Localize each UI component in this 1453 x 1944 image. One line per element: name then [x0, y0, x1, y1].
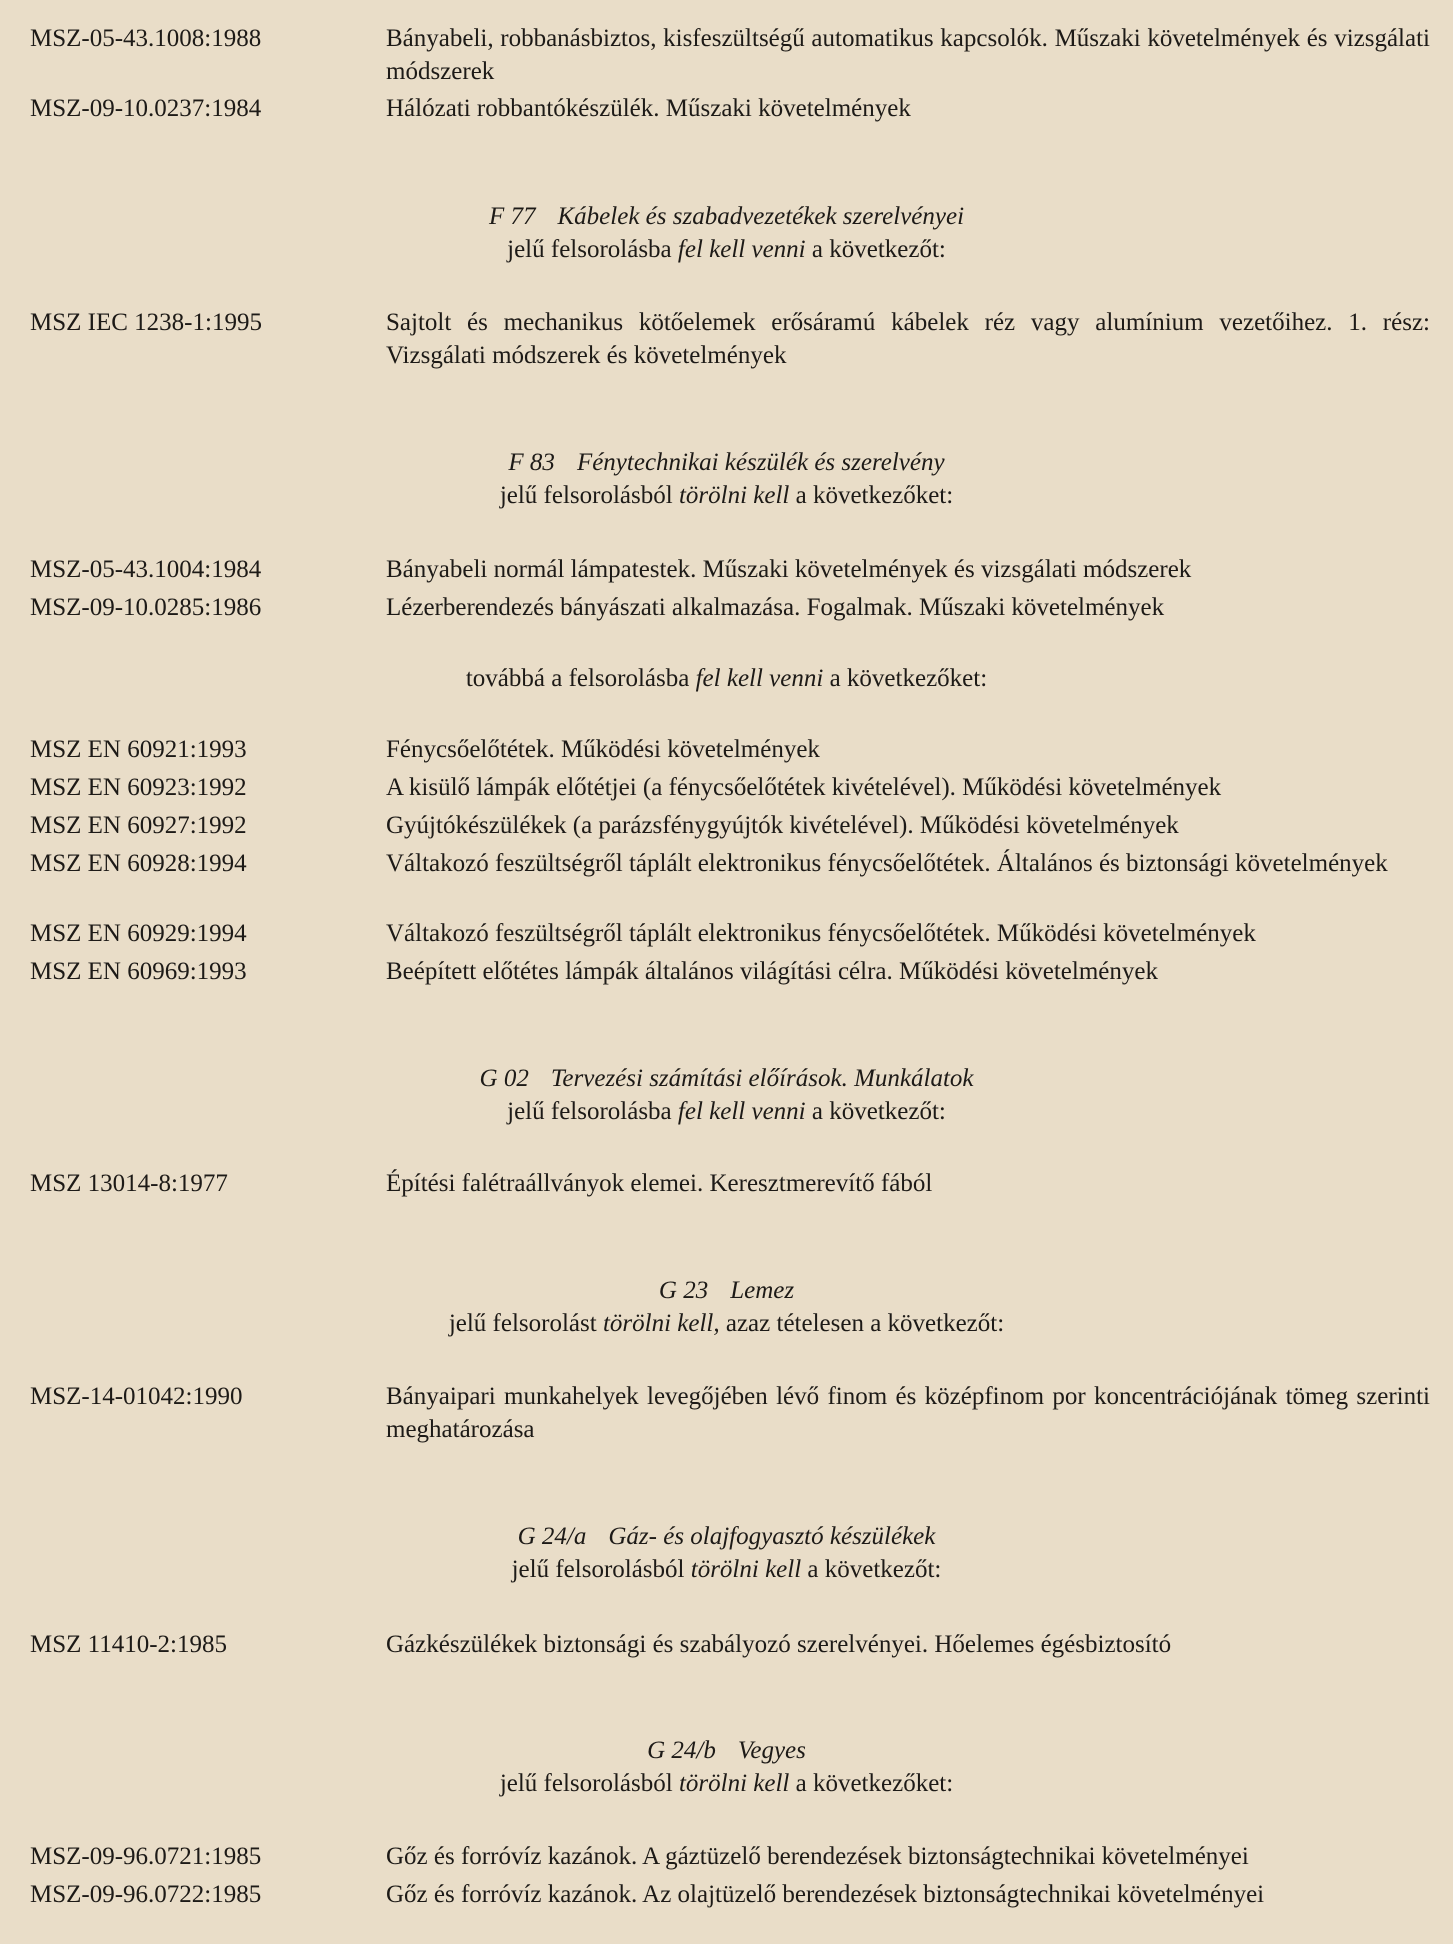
section-title: Lemez	[730, 1277, 795, 1304]
standard-code: MSZ EN 60923:1992	[30, 774, 247, 801]
section-note	[0, 662, 1453, 695]
section-code: G 02	[479, 1065, 529, 1092]
instruction-emphasis: fel kell venni	[677, 236, 806, 263]
standard-code: MSZ-09-10.0285:1986	[30, 594, 262, 621]
section-heading	[0, 1062, 1453, 1128]
instruction-emphasis: törölni kell	[678, 1770, 790, 1797]
section-instruction	[0, 233, 1453, 266]
instruction-text: továbbá a felsorolásba	[465, 665, 696, 692]
standard-title: Hálózati robbantókészülék. Műszaki követelmények	[386, 95, 911, 122]
standard-title: Váltakozó feszültségről táplált elektronikus fénycsőelőtétek. Működési követelmények	[386, 920, 1256, 947]
instruction-emphasis: törölni kell,	[602, 1310, 720, 1337]
standard-title: Építési falétraállványok elemei. Keresztmerevítő fából	[386, 1170, 933, 1197]
standard-title: Lézerberendezés bányászati alkalmazása. Fogalmak. Műszaki követelmények	[386, 594, 1165, 621]
section-title-line	[0, 1274, 1453, 1307]
standard-code: MSZ EN 60969:1993	[30, 958, 247, 985]
instruction-text: jelű felsorolást	[448, 1310, 603, 1337]
standard-code: MSZ 13014-8:1977	[30, 1170, 228, 1197]
section-title-line	[0, 1734, 1453, 1767]
section-code: G 23	[658, 1277, 709, 1304]
standard-title: Bányaipari munkahelyek levegőjében lévő finom és középfinom por koncentrációjának tömeg szerinti meghatározása	[386, 1383, 1430, 1443]
standard-code: MSZ-14-01042:1990	[30, 1383, 243, 1410]
standard-title: Sajtolt és mechanikus kötőelemek erősáramú kábelek réz vagy alumínium vezetőihez. 1. rész: Vizsgálati módszerek és követelmények	[386, 309, 1430, 369]
section-instruction	[0, 1553, 1453, 1586]
standard-code: MSZ EN 60921:1993	[30, 736, 247, 763]
section-code: F 83	[508, 449, 555, 476]
section-title: Gáz- és olajfogyasztó készülékek	[608, 1523, 936, 1550]
section-instruction	[0, 1767, 1453, 1800]
instruction-text: a következőket:	[789, 482, 954, 509]
instruction-emphasis: törölni kell	[690, 1556, 802, 1583]
section-title-line	[0, 200, 1453, 233]
instruction-text: a következőt:	[801, 1556, 942, 1583]
section-title: Fénytechnikai készülék és szerelvény	[576, 449, 945, 476]
section-heading	[0, 1274, 1453, 1340]
section-heading	[0, 1734, 1453, 1800]
section-title-line	[0, 446, 1453, 479]
instruction-text: jelű felsorolásból	[499, 482, 679, 509]
instruction-emphasis: fel kell venni	[695, 665, 824, 692]
section-code: G 24/a	[517, 1523, 587, 1550]
section-title-line	[0, 1520, 1453, 1553]
standard-title: A kisülő lámpák előtétjei (a fénycsőelőtétek kivételével). Működési követelmények	[386, 774, 1222, 801]
standard-code: MSZ-05-43.1008:1988	[30, 25, 262, 52]
instruction-text: a következőket:	[789, 1770, 954, 1797]
instruction-text: azaz tételesen a következőt:	[719, 1310, 1005, 1337]
section-instruction	[0, 1095, 1453, 1128]
standard-title: Gázkészülékek biztonsági és szabályozó szerelvényei. Hőelemes égésbiztosító	[386, 1631, 1172, 1658]
instruction-text: jelű felsorolásba	[507, 1098, 678, 1125]
instruction-emphasis: fel kell venni	[677, 1098, 806, 1125]
standard-code: MSZ-09-96.0722:1985	[30, 1881, 262, 1908]
section-heading	[0, 1520, 1453, 1586]
standard-title: Váltakozó feszültségről táplált elektronikus fénycsőelőtétek. Általános és biztonsági követelmények	[386, 850, 1388, 877]
standard-title: Bányabeli normál lámpatestek. Műszaki követelmények és vizsgálati módszerek	[386, 556, 1192, 583]
instruction-text: a következőt:	[805, 1098, 946, 1125]
section-title: Kábelek és szabadvezetékek szerelvényei	[557, 203, 965, 230]
section-instruction	[0, 1307, 1453, 1340]
standard-title: Gőz és forróvíz kazánok. Az olajtüzelő berendezések biztonságtechnikai követelményei	[386, 1881, 1265, 1908]
section-title: Vegyes	[737, 1737, 806, 1764]
instruction-text: a következőket:	[823, 665, 988, 692]
instruction-text: jelű felsorolásból	[511, 1556, 691, 1583]
standard-title: Gyújtókészülékek (a parázsfénygyújtók kivételével). Működési követelmények	[386, 812, 1179, 839]
instruction-text: a következőt:	[805, 236, 946, 263]
standard-code: MSZ 11410-2:1985	[30, 1631, 227, 1658]
section-instruction	[0, 479, 1453, 512]
standard-title: Beépített előtétes lámpák általános világítási célra. Működési követelmények	[386, 958, 1158, 985]
instruction-text: jelű felsorolásba	[507, 236, 678, 263]
standard-code: MSZ EN 60929:1994	[30, 920, 247, 947]
standard-code: MSZ-09-10.0237:1984	[30, 95, 262, 122]
section-code: F 77	[488, 203, 536, 230]
instruction-text: jelű felsorolásból	[499, 1770, 679, 1797]
instruction-emphasis: törölni kell	[678, 482, 790, 509]
section-title-line	[0, 1062, 1453, 1095]
standard-code: MSZ EN 60927:1992	[30, 812, 247, 839]
section-instruction	[0, 662, 1453, 695]
standard-title: Gőz és forróvíz kazánok. A gáztüzelő berendezések biztonságtechnikai követelményei	[386, 1843, 1249, 1870]
standard-code: MSZ EN 60928:1994	[30, 850, 247, 877]
section-title: Tervezési számítási előírások. Munkálatok	[550, 1065, 974, 1092]
section-heading	[0, 200, 1453, 266]
section-code: G 24/b	[647, 1737, 716, 1764]
standard-title: Fénycsőelőtétek. Működési követelmények	[386, 736, 820, 763]
standard-code: MSZ-09-96.0721:1985	[30, 1843, 262, 1870]
standard-title: Bányabeli, robbanásbiztos, kisfeszültségű automatikus kapcsolók. Műszaki követelmények és vizsgálati módszerek	[386, 25, 1430, 85]
standard-code: MSZ IEC 1238-1:1995	[30, 309, 262, 336]
standard-code: MSZ-05-43.1004:1984	[30, 556, 262, 583]
section-heading	[0, 446, 1453, 512]
